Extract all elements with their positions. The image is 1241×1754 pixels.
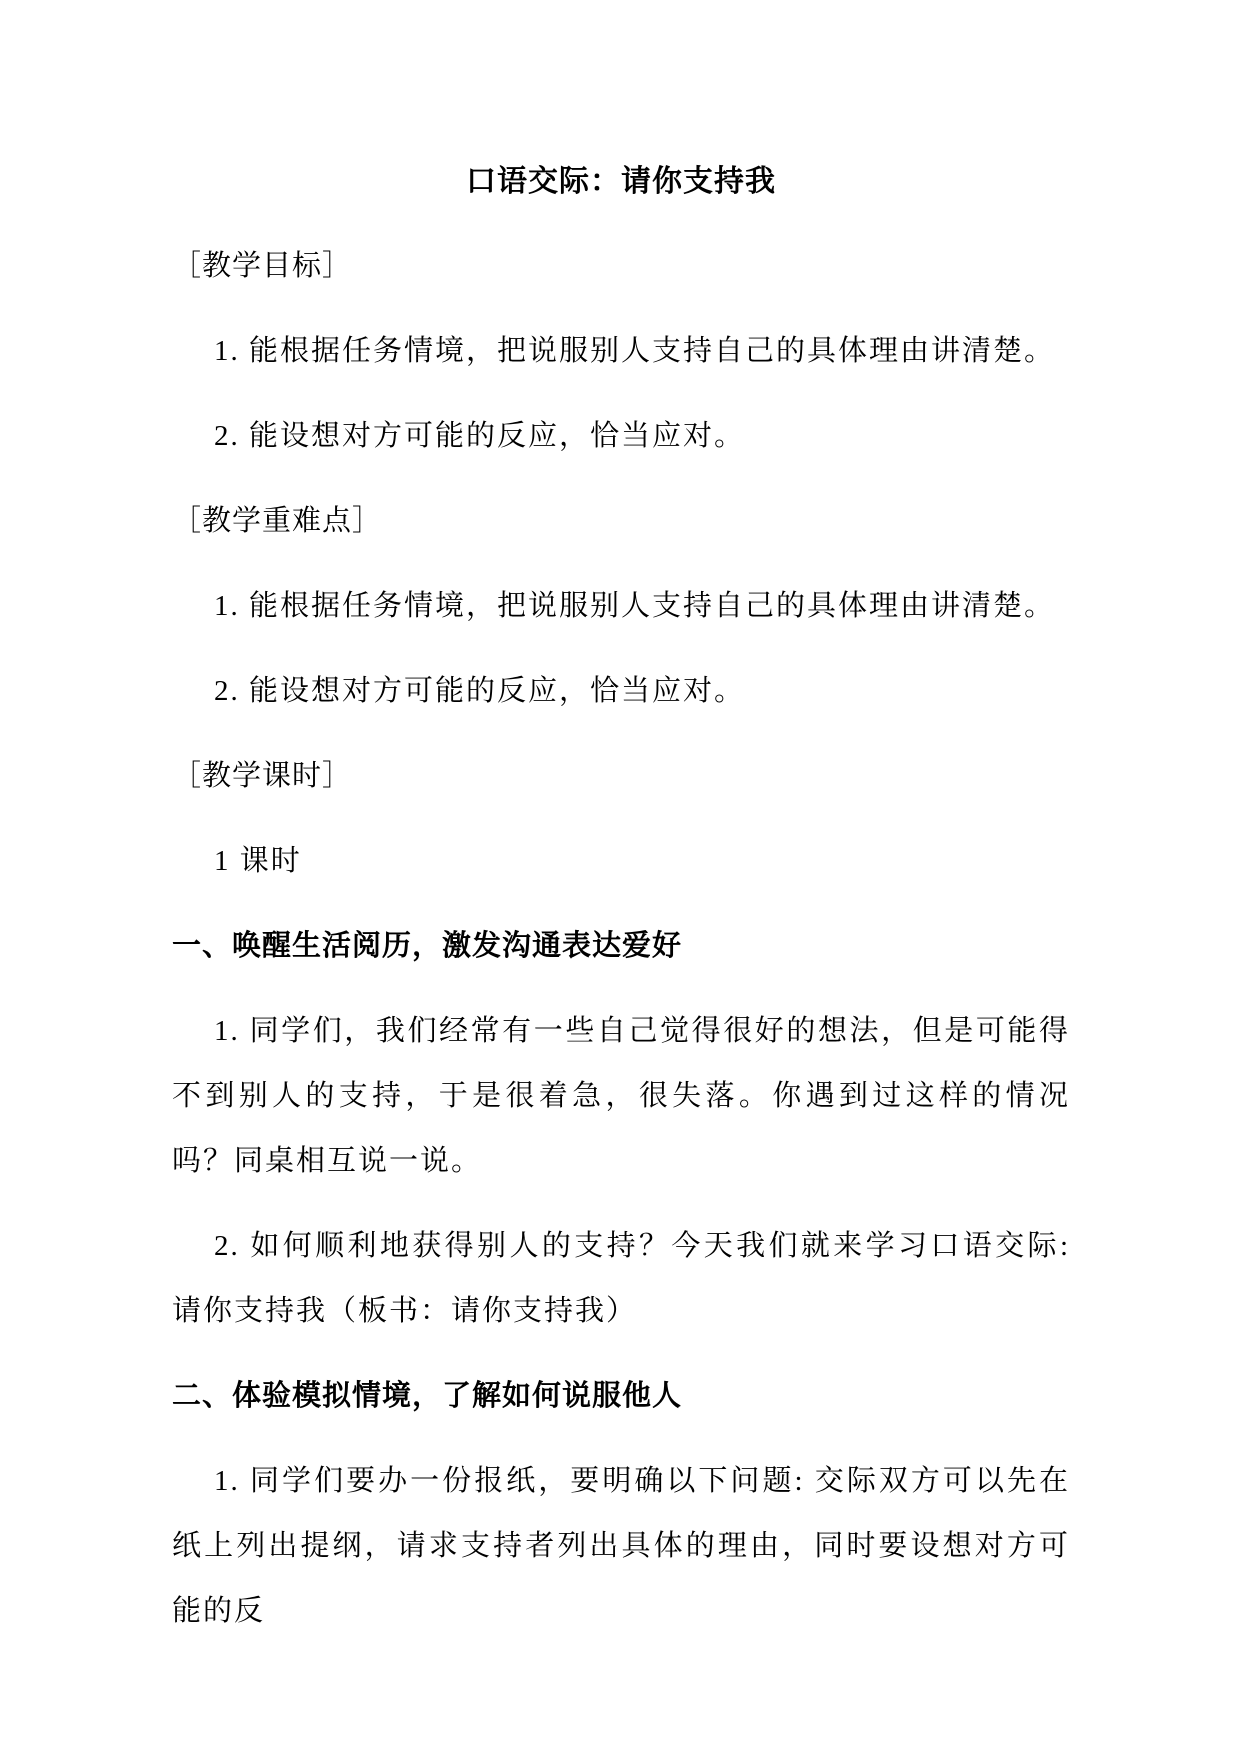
document-body	[172, 234, 1070, 1644]
paragraph: 1. 同学们，我们经常有一些自己觉得很好的想法，但是可能得不到别人的支持，于是很着急，很失落。你遇到过这样的情况吗？同桌相互说一说。	[172, 1015, 1070, 1177]
bracket-heading: ［教学重难点］	[172, 505, 383, 537]
document-title: 口语交际：请你支持我	[466, 165, 776, 198]
bracket-heading: ［教学课时］	[172, 760, 353, 792]
bracket-heading: ［教学目标］	[172, 250, 353, 282]
paragraph: 1. 能根据任务情境，把说服别人支持自己的具体理由讲清楚。	[214, 590, 1056, 622]
paragraph: 2. 能设想对方可能的反应，恰当应对。	[214, 675, 746, 707]
paragraph: 1 课时	[214, 845, 302, 877]
paragraph: 1. 同学们要办一份报纸，要明确以下问题: 交际双方可以先在纸上列出提纲，请求支持者列出具体的理由，同时要设想对方可能的反	[172, 1465, 1070, 1627]
paragraph: 1. 能根据任务情境，把说服别人支持自己的具体理由讲清楚。	[214, 335, 1056, 367]
section-heading: 二、体验模拟情境，了解如何说服他人	[172, 1380, 683, 1412]
paragraph: 2. 如何顺利地获得别人的支持？今天我们就来学习口语交际: 请你支持我（板书：请你支持我）	[172, 1230, 1070, 1327]
paragraph: 2. 能设想对方可能的反应，恰当应对。	[214, 420, 746, 452]
section-heading: 一、唤醒生活阅历，激发沟通表达爱好	[172, 930, 683, 962]
